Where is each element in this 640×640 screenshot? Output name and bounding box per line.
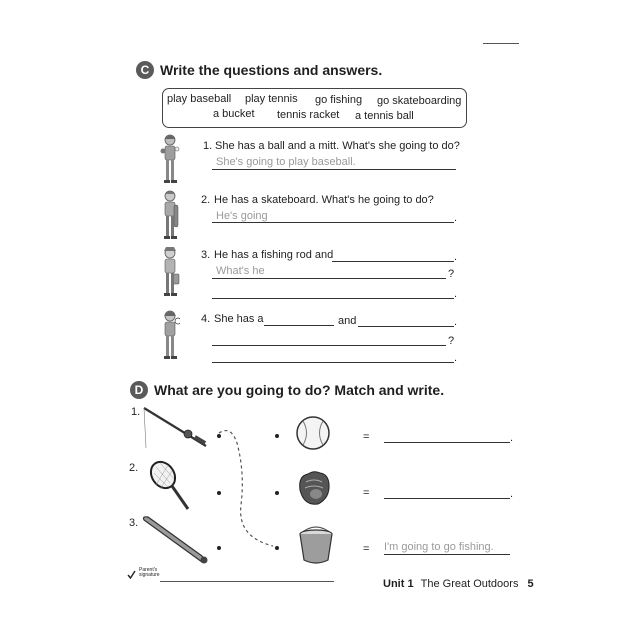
equals-3: = bbox=[363, 543, 370, 555]
question-4-text-start: She has a bbox=[214, 313, 264, 325]
match-answer-line-2[interactable] bbox=[384, 498, 510, 499]
equals-2: = bbox=[363, 487, 370, 499]
section-d-title: What are you going to do? Match and write. bbox=[154, 382, 445, 398]
boy-skateboard-illustration bbox=[160, 189, 180, 241]
match-right-dot-2[interactable] bbox=[275, 491, 279, 495]
page-footer bbox=[383, 578, 534, 590]
girl-baseball-illustration bbox=[160, 133, 180, 185]
question-1-number: 1. bbox=[203, 140, 213, 152]
tennis-racket-icon bbox=[148, 459, 192, 513]
section-c-title: Write the questions and answers. bbox=[160, 62, 383, 78]
match-1-number: 1. bbox=[131, 406, 141, 418]
question-4-blank-1[interactable] bbox=[264, 325, 334, 326]
unit-label: Unit 1 bbox=[383, 578, 414, 590]
signature-label: Parent's signature bbox=[139, 567, 160, 578]
match-right-dot-3[interactable] bbox=[275, 546, 279, 550]
answer-2-line[interactable] bbox=[212, 222, 454, 223]
match-answer-line-1[interactable] bbox=[384, 442, 510, 443]
baseball-bat-icon bbox=[140, 514, 212, 566]
answer-3-line[interactable] bbox=[212, 298, 454, 299]
example-match-line bbox=[215, 425, 285, 555]
page-number: 5 bbox=[527, 578, 534, 590]
match-right-dot-1[interactable] bbox=[275, 434, 279, 438]
match-2-number: 2. bbox=[129, 462, 139, 474]
question-3-line[interactable] bbox=[212, 278, 446, 279]
section-d-heading bbox=[130, 381, 444, 399]
word-bank bbox=[162, 88, 467, 128]
question-4-line[interactable] bbox=[212, 345, 446, 346]
section-d-badge: D bbox=[130, 381, 148, 399]
bucket-icon bbox=[294, 524, 338, 566]
question-1-text: She has a ball and a mitt. What's she going to do? bbox=[215, 140, 460, 152]
answer-3-text: What's he bbox=[216, 265, 265, 277]
word-bank-item: go skateboarding bbox=[377, 95, 462, 107]
word-bank-item: a bucket bbox=[213, 108, 255, 120]
word-bank-item: play tennis bbox=[245, 93, 298, 105]
equals-1: = bbox=[363, 431, 370, 443]
word-bank-item: a tennis ball bbox=[355, 110, 414, 122]
question-2-number: 2. bbox=[201, 194, 211, 206]
question-4-number: 4. bbox=[201, 313, 211, 325]
girl-tennis-illustration bbox=[160, 309, 180, 361]
fishing-rod-icon bbox=[142, 404, 212, 452]
match-answer-line-3[interactable] bbox=[384, 554, 510, 555]
question-3-number: 3. bbox=[201, 249, 211, 261]
answer-4-line[interactable] bbox=[212, 362, 454, 363]
question-3-text: He has a fishing rod and bbox=[214, 249, 334, 261]
baseball-mitt-icon bbox=[294, 468, 334, 508]
answer-1-line[interactable] bbox=[212, 169, 456, 170]
answer-2-text: He's going bbox=[216, 210, 268, 222]
word-bank-item: go fishing bbox=[315, 94, 363, 106]
section-c-badge: C bbox=[136, 61, 154, 79]
question-4-text-mid: and bbox=[338, 315, 357, 327]
question-2-text: He has a skateboard. What's he going to do? bbox=[214, 194, 434, 206]
answer-1-text: She's going to play baseball. bbox=[216, 156, 356, 168]
question-3-blank[interactable] bbox=[332, 261, 454, 262]
match-3-number: 3. bbox=[129, 517, 139, 529]
question-4-blank-2[interactable] bbox=[358, 326, 454, 327]
checkmark-icon bbox=[127, 570, 136, 579]
match-answer-3-text: I'm going to go fishing. bbox=[384, 541, 494, 553]
unit-title: The Great Outdoors bbox=[420, 578, 519, 590]
top-rule bbox=[483, 43, 519, 44]
baseball-icon bbox=[294, 414, 332, 452]
word-bank-item: play baseball bbox=[167, 93, 232, 105]
signature-line[interactable] bbox=[160, 581, 334, 582]
word-bank-item: tennis racket bbox=[277, 109, 340, 121]
boy-fishing-illustration bbox=[160, 246, 180, 298]
section-c-heading bbox=[136, 61, 382, 79]
